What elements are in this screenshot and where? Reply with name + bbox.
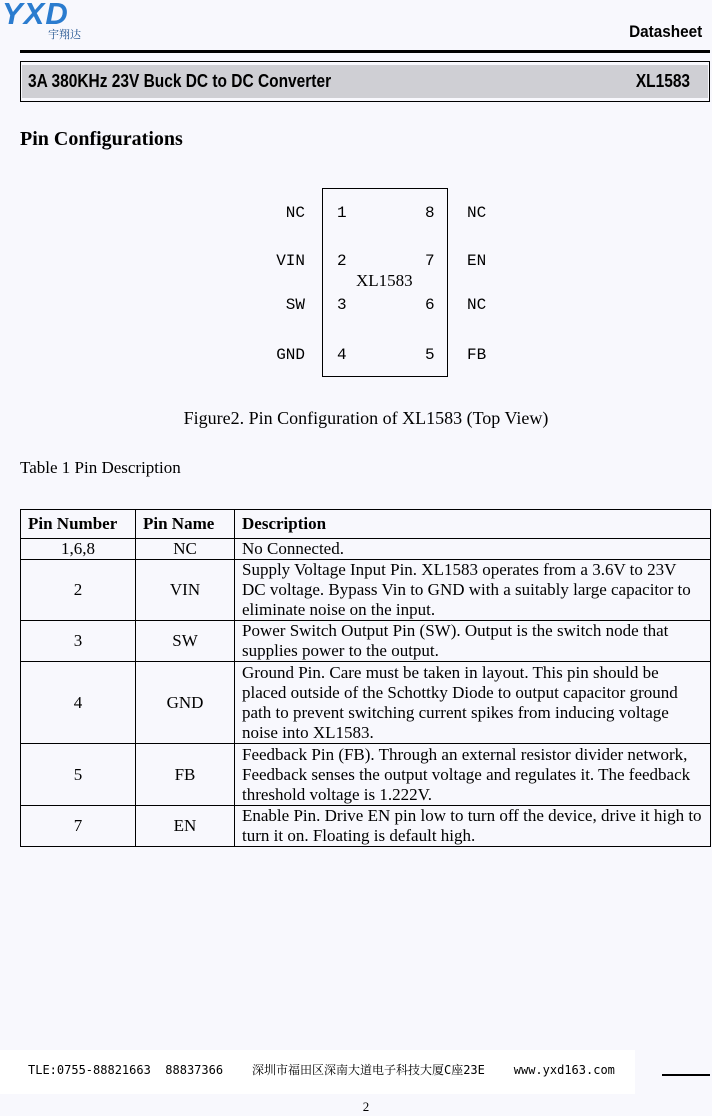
table-row xyxy=(21,560,711,621)
footer-divider xyxy=(662,1074,710,1076)
page-number: 2 xyxy=(362,1099,370,1114)
pin-3-number: 3 xyxy=(337,296,347,314)
figure-caption: Figure2. Pin Configuration of XL1583 (Top View) xyxy=(183,408,549,428)
description-cell: Supply Voltage Input Pin. XL1583 operates from a 3.6V to 23V DC voltage. Bypass Vin to GND with a suitably large capacitor to eliminate noise on the input. xyxy=(235,560,711,621)
pin-1-name: NC xyxy=(285,204,305,222)
description-cell: Power Switch Output Pin (SW). Output is the switch node that supplies power to the output. xyxy=(235,621,711,662)
logo-chinese-name: 宇翔达 xyxy=(48,28,81,41)
table-row xyxy=(21,539,711,560)
pin-name-cell: FB xyxy=(136,744,235,806)
pin-5-number: 5 xyxy=(425,346,435,364)
table-title: Table 1 Pin Description xyxy=(20,458,181,477)
pin-description-table xyxy=(20,509,711,847)
description-cell: Enable Pin. Drive EN pin low to turn off the device, drive it high to turn it on. Floating is default high. xyxy=(235,806,711,847)
product-title: 3A 380KHz 23V Buck DC to DC Converter xyxy=(28,71,332,91)
pin-number-cell: 2 xyxy=(21,560,136,621)
description-cell: Ground Pin. Care must be taken in layout. This pin should be placed outside of the Schottky Diode to output capacitor ground path to prevent switching current spikes from inducing voltage noise into XL1583. xyxy=(235,662,711,744)
header-pin-number: Pin Number xyxy=(21,510,136,539)
pin-7-name: EN xyxy=(467,252,487,270)
table-header-row xyxy=(21,510,711,539)
pin-4-name: GND xyxy=(276,346,305,364)
footer-contact: TLE:0755-88821663 88837366 深圳市福田区深南大道电子科技大厦C座23E www.yxd163.com xyxy=(28,1063,615,1077)
company-logo xyxy=(0,0,100,40)
pin-5-name: FB xyxy=(467,346,487,364)
pin-2-name: VIN xyxy=(276,252,305,270)
pin-number-cell: 3 xyxy=(21,621,136,662)
title-banner xyxy=(20,61,710,102)
pin-name-cell: SW xyxy=(136,621,235,662)
pin-name-cell: VIN xyxy=(136,560,235,621)
pin-number-cell: 7 xyxy=(21,806,136,847)
table-row xyxy=(21,744,711,806)
description-cell: No Connected. xyxy=(235,539,711,560)
logo-text: YXD xyxy=(2,0,69,31)
chip-label: XL1583 xyxy=(356,271,413,290)
pin-7-number: 7 xyxy=(425,252,435,270)
pin-number-cell: 1,6,8 xyxy=(21,539,136,560)
table-row xyxy=(21,806,711,847)
pin-name-cell: NC xyxy=(136,539,235,560)
description-cell: Feedback Pin (FB). Through an external resistor divider network, Feedback senses the output voltage and regulates it. The feedback threshold voltage is 1.222V. xyxy=(235,744,711,806)
pin-name-cell: GND xyxy=(136,662,235,744)
doc-type-label: Datasheet xyxy=(628,22,702,41)
pin-name-cell: EN xyxy=(136,806,235,847)
pin-8-name: NC xyxy=(467,204,487,222)
pin-number-cell: 5 xyxy=(21,744,136,806)
part-number: XL1583 xyxy=(635,71,690,91)
pin-8-number: 8 xyxy=(425,204,435,222)
header-pin-name: Pin Name xyxy=(136,510,235,539)
table-row xyxy=(21,621,711,662)
pin-4-number: 4 xyxy=(337,346,347,364)
header-divider xyxy=(20,50,710,53)
pin-6-number: 6 xyxy=(425,296,435,314)
pin-3-name: SW xyxy=(285,296,305,314)
pin-number-cell: 4 xyxy=(21,662,136,744)
section-heading: Pin Configurations xyxy=(20,128,183,150)
pin-1-number: 1 xyxy=(337,204,347,222)
header-description: Description xyxy=(235,510,711,539)
table-row xyxy=(21,662,711,744)
pin-2-number: 2 xyxy=(337,252,347,270)
pin-6-name: NC xyxy=(467,296,487,314)
